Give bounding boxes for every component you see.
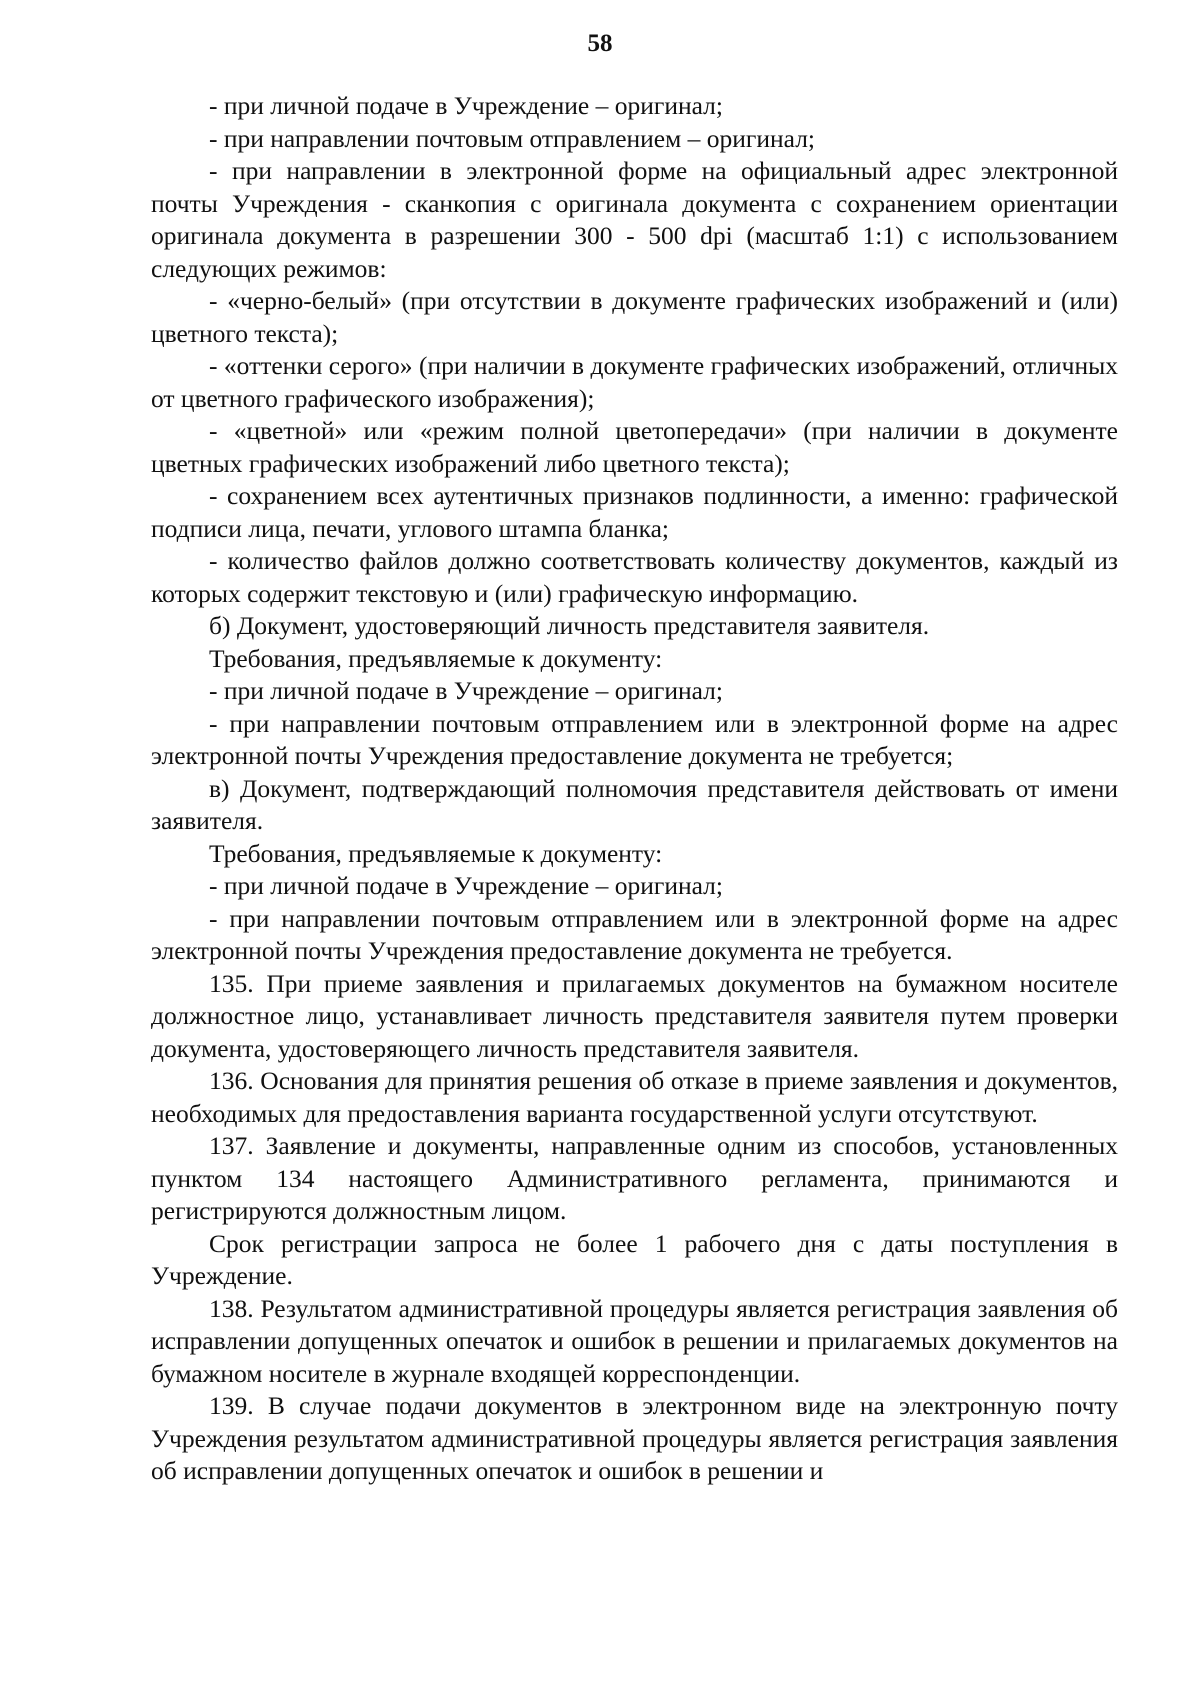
paragraph: - при направлении почтовым отправлением – оригинал;: [209, 123, 816, 153]
paragraph: - «оттенки серого» (при наличии в документе графических изображений, отличных от цветного графического изображения);: [151, 351, 1118, 413]
document-body: [151, 90, 1118, 1488]
paragraph: - при личной подаче в Учреждение – оригинал;: [209, 871, 723, 900]
paragraph: - при направлении почтовым отправлением или в электронной форме на адрес электронной почты Учреждения предоставление документа не требуется;: [151, 708, 1118, 770]
paragraph: Требования, предъявляемые к документу:: [209, 643, 663, 673]
paragraph: - сохранением всех аутентичных признаков подлинности, а именно: графической подписи лица, печати, углового штампа бланка;: [151, 481, 1118, 543]
paragraph: 137. Заявление и документы, направленные одним из способов, установленных пунктом 134 настоящего Административного регламента, принимаются и регистрируются должностным лицом.: [151, 1131, 1118, 1225]
paragraph: - при личной подаче в Учреждение – оригинал;: [209, 676, 723, 705]
paragraph: б) Документ, удостоверяющий личность представителя заявителя.: [209, 611, 930, 640]
paragraph: Срок регистрации запроса не более 1 рабочего дня с даты поступления в Учреждение.: [151, 1228, 1118, 1290]
page-number: 58: [587, 30, 613, 57]
paragraph: - при личной подаче в Учреждение – оригинал;: [209, 91, 723, 120]
paragraph: 139. В случае подачи документов в электронном виде на электронную почту Учреждения результатом административной процедуры является регистрация заявления об исправлении допущенных опечаток и ошибок в решении и: [151, 1391, 1118, 1485]
paragraph: 135. При приеме заявления и прилагаемых документов на бумажном носителе должностное лицо, устанавливает личность представителя заявителя путем проверки документа, удостоверяющего личность представителя заявителя.: [151, 968, 1118, 1063]
paragraph: в) Документ, подтверждающий полномочия представителя действовать от имени заявителя.: [151, 773, 1118, 835]
paragraph: - «черно-белый» (при отсутствии в документе графических изображений и (или) цветного текста);: [151, 286, 1118, 348]
paragraph: 138. Результатом административной процедуры является регистрация заявления об исправлении допущенных опечаток и ошибок в решении и прилагаемых документов на бумажном носителе в журнале входящей корреспонденции.: [151, 1293, 1118, 1388]
paragraph: - количество файлов должно соответствовать количеству документов, каждый из которых содержит текстовую и (или) графическую информацию.: [151, 546, 1118, 608]
paragraph: - при направлении в электронной форме на официальный адрес электронной почты Учреждения - сканкопия с оригинала документа с сохранением ориентации оригинала документа в разрешении 300 - 500 dpi (масштаб 1:1) с использованием следующих режимов:: [151, 156, 1118, 283]
paragraph: 136. Основания для принятия решения об отказе в приеме заявления и документов, необходимых для предоставления варианта государственной услуги отсутствуют.: [151, 1066, 1118, 1128]
paragraph: - при направлении почтовым отправлением или в электронной форме на адрес электронной почты Учреждения предоставление документа не требуется.: [151, 903, 1118, 965]
paragraph: Требования, предъявляемые к документу:: [209, 838, 663, 868]
paragraph: - «цветной» или «режим полной цветопередачи» (при наличии в документе цветных графических изображений либо цветного текста);: [151, 416, 1118, 478]
